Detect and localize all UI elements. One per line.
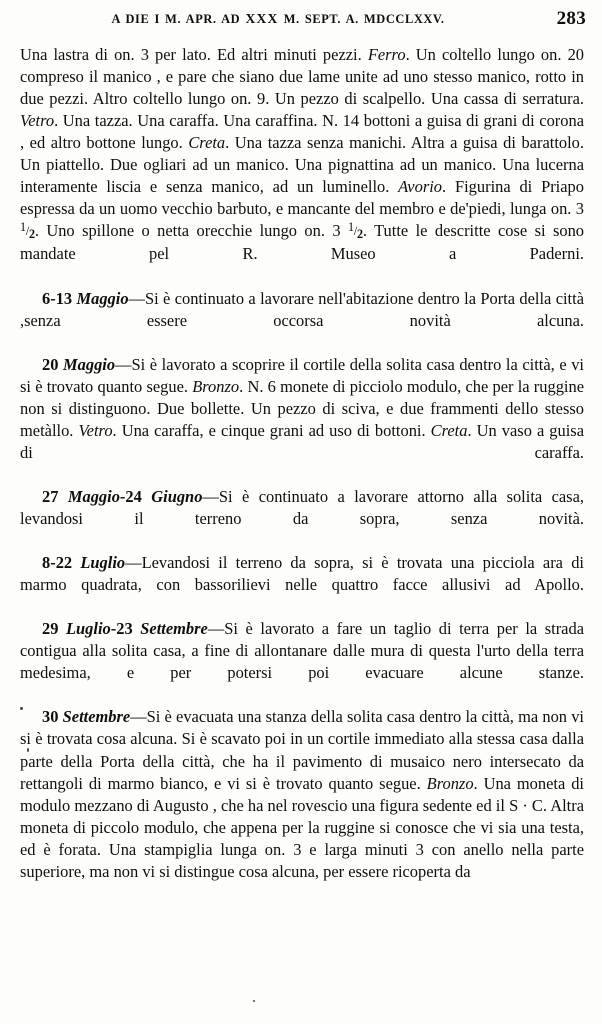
entry-date-number: 20 xyxy=(42,354,64,374)
entry-date-month: Maggio xyxy=(76,288,129,308)
entry-dash: — xyxy=(125,553,142,573)
fraction-denominator: 2 xyxy=(357,226,363,241)
material-vetro: Vetro xyxy=(20,111,55,131)
entry-date-month: Luglio xyxy=(80,553,126,573)
entry-date-month: Maggio xyxy=(63,354,116,374)
journal-entry xyxy=(20,288,584,354)
p1-after-ferro: . Un coltello lungo on. 20 compreso il manico , e pare che siano due lame unite ad uno stesso manico, rotto in due pezzi. Altro coltello lungo on. 9. Un pezzo di scalpello. Una cassa di serratura. xyxy=(20,45,585,109)
p1-after-creta: . Una tazza senza manichi. Altra a guisa di barattolo. Un piattello. Due ogliari ad un manico. Una pignattina ad un manico. Una lucerna interamente liscia e senza manico, ad un luminello. xyxy=(20,133,584,197)
entry-text: . Una caraffa, e cinque grani ad uso di bottoni. xyxy=(112,420,431,440)
fraction-denominator: 2 xyxy=(28,226,35,241)
fraction-slash: / xyxy=(25,224,29,239)
p1-after-frac2: . Tutte le descritte cose si sono mandate pel R. Museo a Paderni. xyxy=(20,221,585,264)
material-avorio: Avorio xyxy=(398,177,443,197)
entry-text: Si è lavorato a fare un taglio di terra per la strada contigua alla solita casa, a fine di allontanare dalle mura di questa l'urto della terra medesima, e per potersi poi evacuare alcune stanze. xyxy=(20,619,584,683)
running-head xyxy=(0,8,602,33)
p1-opening: Una lastra di on. 3 per lato. Ed altri minuti pezzi. xyxy=(20,45,368,64)
entry-date-number-end: -23 xyxy=(110,619,141,639)
entry-dash: — xyxy=(130,707,147,727)
entry-dash: — xyxy=(202,486,219,506)
material-creta: Creta xyxy=(430,420,468,440)
material-vetro: Vetro xyxy=(78,420,113,440)
journal-entry xyxy=(20,354,584,486)
page-body xyxy=(20,44,584,883)
fraction-one-half xyxy=(20,221,35,243)
p1-after-frac1: . Uno spillone o netta orecchie lungo on. 3 xyxy=(34,221,349,241)
paragraph-finds-inventory xyxy=(20,44,584,288)
entry-text: Si è continuato a lavorare attorno alla solita casa, levandosi il terreno da sopra, senza novità. xyxy=(20,486,584,528)
material-bronzo: Bronzo xyxy=(192,376,240,396)
journal-entry xyxy=(20,486,584,552)
entry-dash: — xyxy=(115,354,132,374)
entry-date-month-end: Settembre xyxy=(140,619,208,639)
ink-speck xyxy=(27,748,29,752)
entry-date-month-end: Giugno xyxy=(151,486,203,506)
entry-dash: — xyxy=(128,288,145,308)
entry-date-number: 8-22 xyxy=(42,553,81,573)
entry-text: Levandosi il terreno da sopra, si è trovata una picciola ara di marmo quadrata, con bassorilievi nelle quattro facce allusivi ad Apollo. xyxy=(20,553,584,595)
journal-entry xyxy=(20,618,584,706)
entry-date-month: Luglio xyxy=(66,619,111,639)
entry-date-month: Maggio xyxy=(67,486,120,506)
ink-speck xyxy=(253,1000,255,1002)
entry-date-number: 29 xyxy=(42,619,66,639)
journal-entry xyxy=(20,552,584,618)
entry-dash: — xyxy=(207,619,225,639)
material-creta: Creta xyxy=(188,133,226,153)
material-bronzo: Bronzo xyxy=(426,773,474,793)
fraction-one-half xyxy=(348,221,363,243)
entry-date-month: Settembre xyxy=(62,707,131,727)
fraction-slash: / xyxy=(353,224,358,239)
running-head-roman: XXX xyxy=(245,11,279,26)
fraction-numerator: 1 xyxy=(20,220,26,235)
entry-date-number: 30 xyxy=(42,707,63,727)
entry-text: . N. 6 monete di picciolo modulo, che per la ruggine non si distinguono. Due bollette. Un pezzo di sciva, e due frammenti dello stesso metàllo. xyxy=(20,376,584,440)
p1-after-avorio: . Figurina di Priapo espressa da un uomo vecchio barbuto, e mancante del membro e de'piedi, lunga on. 3 xyxy=(20,177,584,219)
fraction-numerator: 1 xyxy=(348,220,354,235)
entry-text: . Un vaso a guisa di caraffa. xyxy=(20,420,584,462)
ink-speck xyxy=(20,707,23,710)
entry-text: . Una moneta di modulo mezzano di Augusto , che ha nel rovescio una figura sedente ed il S · C. Altra moneta di piccolo modulo, che appena per la ruggine si conosce che vi sia una testa, ed è forata. Una stampiglia lunga on. 3 e larga minuti 3 con anello nella parte superiore, ma non vi si distingue cosa alcuna, per essere ricoperta da xyxy=(20,773,584,881)
running-head-suffix: M. SEPT. A. MDCCLXXV. xyxy=(278,12,445,26)
material-ferro: Ferro xyxy=(367,45,406,64)
entry-text: Si è lavorato a scoprire il cortile della solita casa dentro la città, e vi si è trovato quanto segue. xyxy=(20,354,584,396)
entry-date-number: 27 xyxy=(42,486,68,506)
entry-date-number: 6-13 xyxy=(42,288,77,308)
entry-text: Si è evacuata una stanza della solita casa dentro la città, ma non vi si è trovata cosa alcuna. Si è scavato poi in un cortile immediato alla stessa casa dalla parte della Porta della città, che ha il pavimento di musaico nero intersecato da rettangoli di marmo bianco, e vi si è trovato quanto segue. xyxy=(20,707,584,793)
running-head-prefix: A DIE I M. APR. AD xyxy=(111,12,246,26)
entry-date-number-end: -24 xyxy=(119,486,152,506)
p1-after-vetro: . Una tazza. Una caraffa. Una caraffina. N. 14 bottoni a guisa di grani di corona , ed altro bottone lungo. xyxy=(20,111,584,153)
journal-entry xyxy=(20,706,584,882)
entry-text: Si è continuato a lavorare nell'abitazione dentro la Porta della città ,senza essere occorsa novità alcuna. xyxy=(20,288,584,330)
running-head-title xyxy=(0,11,556,27)
page-number: 283 xyxy=(556,8,586,29)
